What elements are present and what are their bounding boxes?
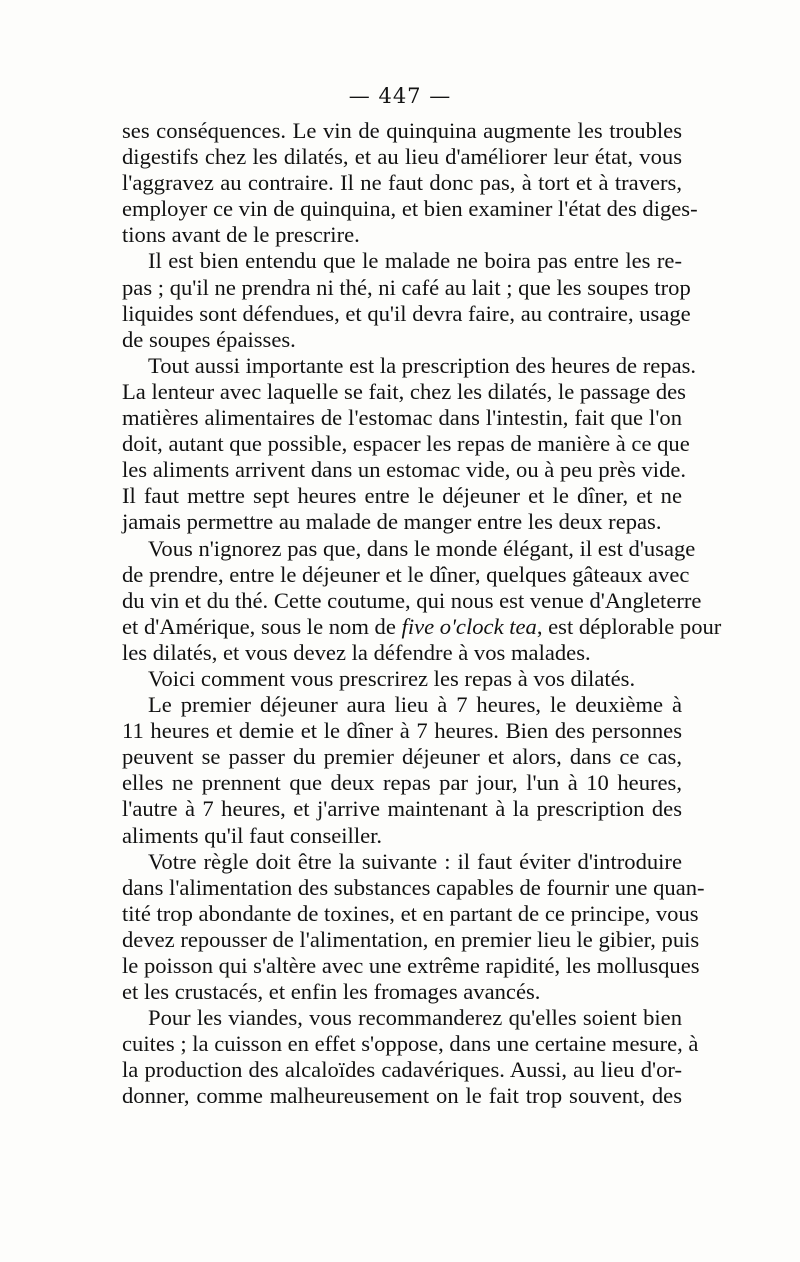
text-line: ses conséquences. Le vin de quinquina augmente les troubles xyxy=(122,118,682,143)
text-line: et les crustacés, et enfin les fromages avancés. xyxy=(122,979,541,1005)
text-line: Votre règle doit être la suivante : il faut éviter d'introduire xyxy=(148,848,682,874)
text-line: les dilatés, et vous devez la défendre à vos malades. xyxy=(122,639,591,665)
text-line: pas ; qu'il ne prendra ni thé, ni café au lait ; que les soupes trop xyxy=(122,274,691,300)
text-line: les aliments arrivent dans un estomac vide, ou à peu près vide. xyxy=(122,457,687,483)
text-line: cuites ; la cuisson en effet s'oppose, dans une certaine mesure, à xyxy=(122,1031,699,1057)
text-line: dans l'alimentation des substances capables de fournir une quan- xyxy=(122,874,705,900)
paragraph xyxy=(122,848,705,1006)
text-line: employer ce vin de quinquina, et bien examiner l'état des diges- xyxy=(122,196,698,222)
paragraph xyxy=(122,535,722,666)
text-line: Vous n'ignorez pas que, dans le monde élégant, il est d'usage xyxy=(148,535,696,561)
text-line: La lenteur avec laquelle se fait, chez les dilatés, le passage des xyxy=(122,378,686,404)
paragraph xyxy=(122,1005,699,1109)
text-line: devez repousser de l'alimentation, en premier lieu le gibier, puis xyxy=(122,926,700,952)
text-line: Voici comment vous prescrirez les repas à vos dilatés. xyxy=(148,665,636,691)
text-line: de soupes épaisses. xyxy=(122,326,296,352)
text-line: elles ne prennent que deux repas par jour, l'un à 10 heures, xyxy=(122,770,682,796)
text-line: aliments qu'il faut conseiller. xyxy=(122,822,383,848)
text-line: 11 heures et demie et le dîner à 7 heures. Bien des personnes xyxy=(122,718,682,744)
paragraph xyxy=(122,692,682,849)
text-line: l'autre à 7 heures, et j'arrive maintenant à la prescription des xyxy=(122,796,682,822)
text-line: liquides sont défendues, et qu'il devra faire, au contraire, usage xyxy=(122,300,691,326)
text-line: Pour les viandes, vous recommanderez qu'elles soient bien xyxy=(148,1005,682,1031)
paragraph xyxy=(122,352,697,536)
text-line: doit, autant que possible, espacer les repas de manière à ce que xyxy=(122,431,690,457)
text-line: Il est bien entendu que le malade ne boira pas entre les re- xyxy=(148,248,682,274)
text-line: matières alimentaires de l'estomac dans l'intestin, fait que l'on xyxy=(122,405,682,431)
text-line-with-italic xyxy=(122,613,722,640)
text-line: tions avant de le prescrire. xyxy=(122,222,360,248)
italic-phrase: five o'clock tea xyxy=(401,613,537,639)
text-line: jamais permettre au malade de manger entre les deux repas. xyxy=(122,509,662,535)
body-text xyxy=(122,118,722,1110)
text-segment: et d'Amérique, sous le nom de xyxy=(122,613,402,639)
paragraph xyxy=(122,118,698,248)
page-number: — 447 — xyxy=(348,84,452,108)
text-line: le poisson qui s'altère avec une extrême rapidité, les mollusques xyxy=(122,953,700,978)
text-segment: , est déplorable pour xyxy=(536,613,722,639)
text-line: Il faut mettre sept heures entre le déjeuner et le dîner, et ne xyxy=(122,483,682,509)
text-line: du vin et du thé. Cette coutume, qui nous est venue d'Angleterre xyxy=(122,587,702,613)
text-line: Le premier déjeuner aura lieu à 7 heures, le deuxième à xyxy=(148,692,682,718)
text-line: digestifs chez les dilatés, et au lieu d'améliorer leur état, vous xyxy=(122,144,682,170)
text-line: l'aggravez au contraire. Il ne faut donc pas, à tort et à travers, xyxy=(122,170,682,196)
text-line: peuvent se passer du premier déjeuner et alors, dans ce cas, xyxy=(122,744,682,770)
text-line: la production des alcaloïdes cadavériques. Aussi, au lieu d'or- xyxy=(122,1057,682,1083)
text-line: tité trop abondante de toxines, et en partant de ce principe, vous xyxy=(122,900,699,926)
text-line: Tout aussi importante est la prescription des heures de repas. xyxy=(148,352,697,378)
paragraph xyxy=(122,666,682,692)
text-line: donner, comme malheureusement on le fait trop souvent, des xyxy=(122,1083,682,1109)
text-line: de prendre, entre le déjeuner et le dîner, quelques gâteaux avec xyxy=(122,561,690,587)
paragraph xyxy=(122,248,691,352)
